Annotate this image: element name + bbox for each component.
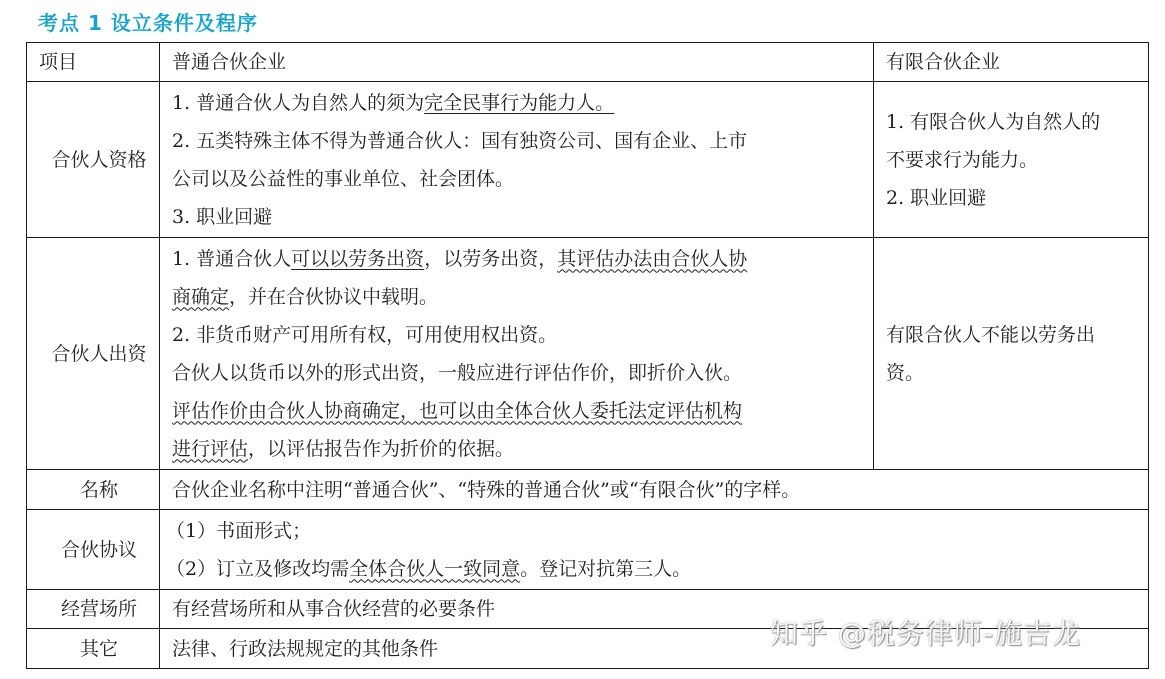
row-label-premises: 经营场所 bbox=[27, 590, 160, 629]
qualification-limited-line1: 1. 有限合伙人为自然人的 bbox=[886, 110, 1101, 133]
contribution-limited-line1: 有限合伙人不能以劳务出 bbox=[886, 323, 1096, 346]
underlined-text: 完全民事行为能力人。 bbox=[424, 91, 615, 114]
section-heading: 考点 1 设立条件及程序 bbox=[38, 11, 258, 35]
underlined-text: 可以以劳务出资 bbox=[291, 247, 425, 270]
row-label-agreement: 合伙协议 bbox=[27, 510, 160, 590]
wavy-underlined-text: 全体合伙人一致同意 bbox=[349, 557, 521, 580]
contribution-text: ，并在合伙协议中载明。 bbox=[229, 285, 439, 308]
table-row bbox=[27, 238, 1149, 470]
header-item: 项目 bbox=[27, 43, 160, 82]
header-limited-partnership: 有限合伙企业 bbox=[874, 43, 1149, 82]
wavy-underlined-text: 其评估办法由合伙人协 bbox=[557, 247, 748, 270]
qualification-limited-line2: 不要求行为能力。 bbox=[886, 148, 1039, 171]
row-label-other: 其它 bbox=[27, 629, 160, 669]
qualification-limited bbox=[874, 82, 1149, 238]
contribution-general-line4: 合伙人以货币以外的形式出资，一般应进行评估作价，即折价入伙。 bbox=[172, 361, 743, 384]
contribution-general-line3: 2. 非货币财产可用所有权，可用使用权出资。 bbox=[172, 323, 558, 346]
contribution-text: 1. 普通合伙人 bbox=[172, 247, 292, 270]
qualification-general-line4: 3. 职业回避 bbox=[172, 205, 273, 228]
agreement-text: （2）订立及修改均需 bbox=[166, 557, 350, 580]
premises-text: 有经营场所和从事合伙经营的必要条件 bbox=[160, 590, 1149, 629]
agreement-text bbox=[160, 510, 1149, 590]
other-text: 法律、行政法规规定的其他条件 bbox=[160, 629, 1149, 669]
contribution-text: ，以评估报告作为折价的依据。 bbox=[248, 437, 515, 460]
qualification-limited-line3: 2. 职业回避 bbox=[886, 186, 987, 209]
wavy-underlined-text: 评估作价由合伙人协商确定，也可以由全体合伙人委托法定评估机构 bbox=[172, 399, 743, 422]
agreement-text: 。登记对抗第三人。 bbox=[520, 557, 692, 580]
qualification-general-line2: 2. 五类特殊主体不得为普通合伙人：国有独资公司、国有企业、上市 bbox=[172, 129, 748, 152]
wavy-underlined-text: 进行评估 bbox=[172, 437, 249, 460]
contribution-text: ，以劳务出资， bbox=[424, 247, 558, 270]
table-row bbox=[27, 510, 1149, 590]
table-row bbox=[27, 470, 1149, 510]
header-general-partnership: 普通合伙企业 bbox=[160, 43, 874, 82]
qualification-general-line3: 公司以及公益性的事业单位、社会团体。 bbox=[172, 167, 515, 190]
table-header-row bbox=[27, 43, 1149, 82]
contribution-limited bbox=[874, 238, 1149, 470]
zhihu-watermark: 知乎 @税务律师-施吉龙 bbox=[770, 617, 1082, 650]
row-label-contribution: 合伙人出资 bbox=[27, 238, 160, 470]
row-label-name: 名称 bbox=[27, 470, 160, 510]
row-label-qualification: 合伙人资格 bbox=[27, 82, 160, 238]
contribution-general bbox=[160, 238, 874, 470]
agreement-line1: （1）书面形式； bbox=[166, 519, 312, 542]
contribution-limited-line2: 资。 bbox=[886, 361, 925, 384]
table-row bbox=[27, 82, 1149, 238]
conditions-table bbox=[26, 42, 1149, 669]
qualification-general bbox=[160, 82, 874, 238]
qualification-general-line1: 1. 普通合伙人为自然人的须为 bbox=[172, 91, 425, 114]
name-text: 合伙企业名称中注明“普通合伙”、“特殊的普通合伙”或“有限合伙”的字样。 bbox=[160, 470, 1149, 510]
wavy-underlined-text: 商确定 bbox=[172, 285, 230, 308]
